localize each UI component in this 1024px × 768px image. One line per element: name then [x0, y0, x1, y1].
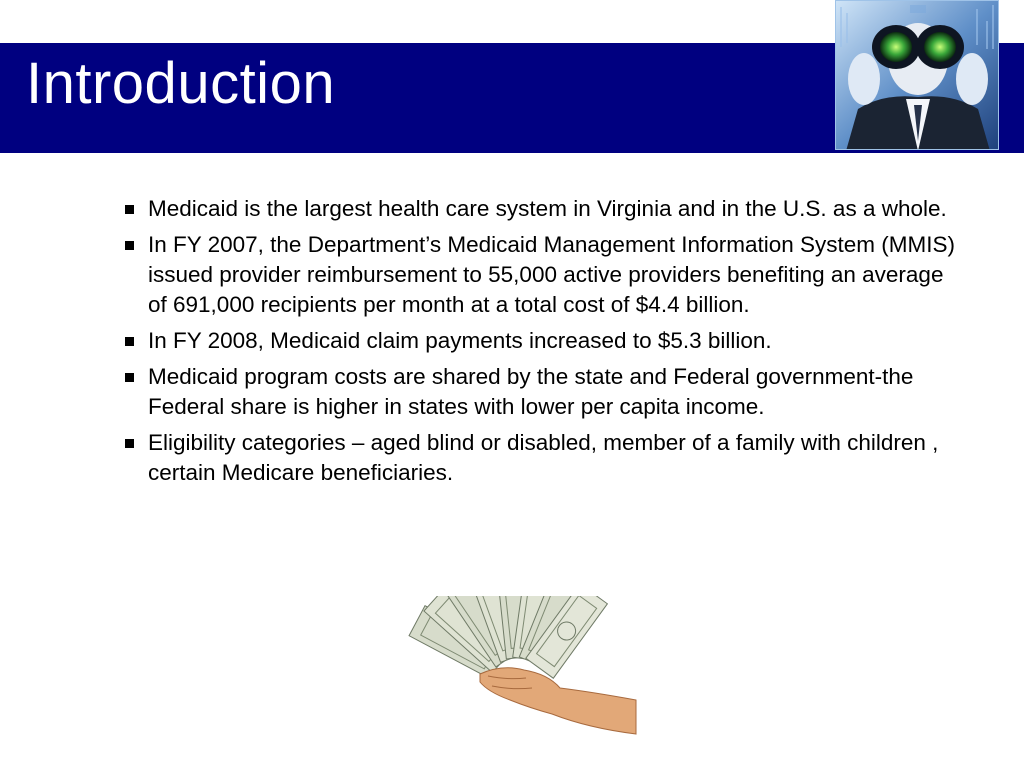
hand-holding-cash-image — [392, 596, 642, 736]
bullet-text: In FY 2008, Medicaid claim payments increased to $5.3 billion. — [148, 328, 772, 353]
bullet-text: Medicaid is the largest health care system in Virginia and in the U.S. as a whole. — [148, 196, 947, 221]
bullet-square-icon — [125, 205, 134, 214]
bullet-square-icon — [125, 337, 134, 346]
bullet-text: Eligibility categories – aged blind or disabled, member of a family with children , certain Medicare beneficiaries. — [148, 430, 939, 485]
bullet-item — [122, 362, 962, 422]
bullet-text: In FY 2007, the Department’s Medicaid Management Information System (MMIS) issued provider reimbursement to 55,000 active providers benefiting an average of 691,000 recipients per month at a total cost of $4.4 billion. — [148, 232, 956, 317]
bullet-item — [122, 194, 962, 224]
bullet-square-icon — [125, 241, 134, 250]
binoculars-man-image — [835, 0, 999, 150]
slide-title: Introduction — [26, 51, 336, 116]
bullet-item — [122, 428, 962, 488]
bullet-list — [122, 194, 962, 494]
bullet-square-icon — [125, 439, 134, 448]
bullet-square-icon — [125, 373, 134, 382]
bullet-item — [122, 326, 962, 356]
bullet-text: Medicaid program costs are shared by the state and Federal government-the Federal share is higher in states with lower per capita income. — [148, 364, 914, 419]
bullet-item — [122, 230, 962, 320]
